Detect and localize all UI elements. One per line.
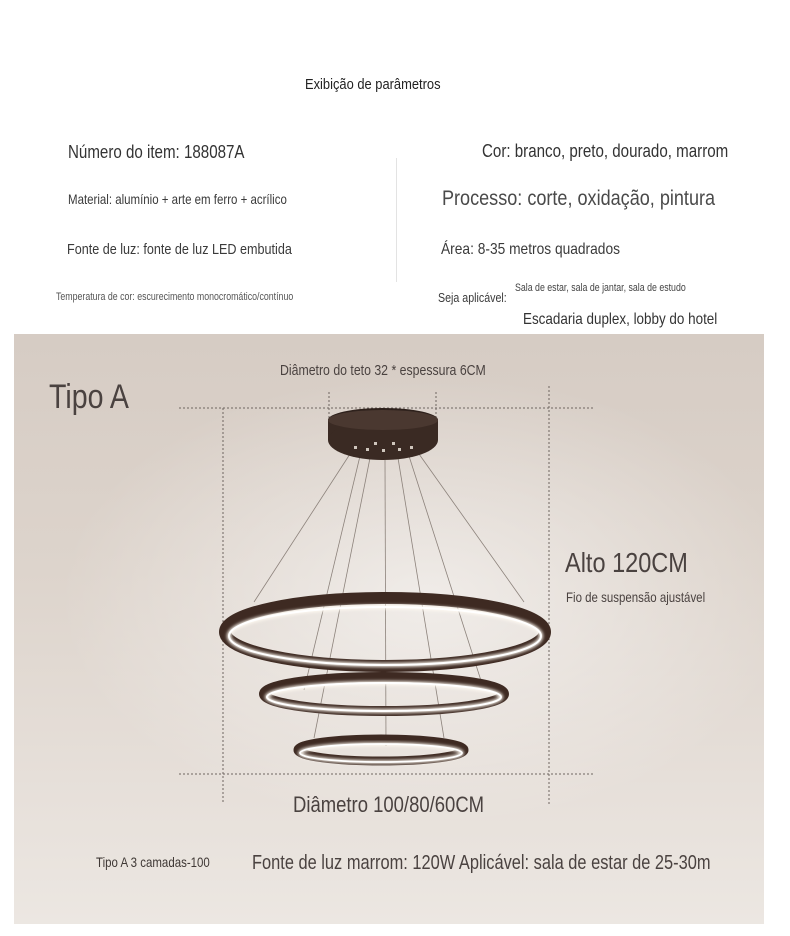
product-photo — [14, 334, 764, 924]
wire-note: Fio de suspensão ajustável — [566, 589, 706, 605]
ring-large — [225, 598, 545, 666]
diameter-label: Diâmetro 100/80/60CM — [293, 792, 485, 817]
ceiling-dimension-label: Diâmetro do teto 32 * espessura 6CM — [280, 362, 486, 379]
applicable-label: Seja aplicável: — [438, 290, 507, 305]
chandelier-illustration — [14, 334, 764, 924]
ceiling-canopy — [328, 408, 438, 460]
light-source-text: Fonte de luz: fonte de luz LED embutida — [67, 241, 292, 258]
ring-small — [298, 739, 464, 762]
spec-label: Fonte de luz marrom: 120W Aplicável: sala de estar de 25-30m — [252, 852, 711, 874]
page-title: Exibição de parâmetros — [305, 76, 441, 93]
color-temperature-text: Temperatura de cor: escurecimento monocromático/contínuo — [56, 291, 294, 303]
area-text: Área: 8-35 metros quadrados — [441, 241, 620, 258]
type-label: Tipo A — [49, 378, 129, 416]
column-divider — [396, 158, 397, 282]
height-label: Alto 120CM — [565, 547, 688, 578]
process-text: Processo: corte, oxidação, pintura — [442, 187, 716, 210]
variant-label: Tipo A 3 camadas-100 — [96, 854, 210, 870]
item-number: Número do item: 188087A — [68, 142, 245, 162]
applicable-rooms-line1: Sala de estar, sala de jantar, sala de estudo — [515, 282, 686, 294]
material-text: Material: alumínio + arte em ferro + acrílico — [68, 191, 287, 207]
color-options-text: Cor: branco, preto, dourado, marrom — [482, 141, 729, 161]
applicable-rooms-line2: Escadaria duplex, lobby do hotel — [523, 311, 718, 328]
ring-medium — [264, 677, 504, 711]
